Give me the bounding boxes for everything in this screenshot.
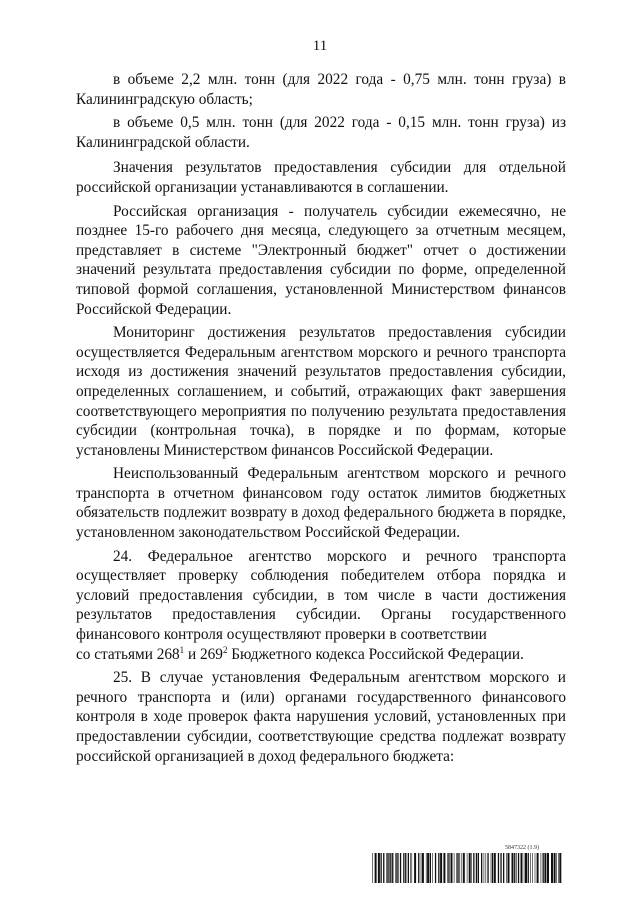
article-268-superscript: 1 [179, 644, 185, 655]
paragraph-item-25: 25. В случае установления Федеральным агентством морского и речного транспорта и (или) органами государственного финансового контроля в ходе проверок факта нарушения условий, установленных при предоставлении субсидии, соответствующие средства подлежат возврату российской организацией в доход федерального бюджета: [76, 669, 566, 765]
paragraph-cargo-to-kaliningrad: в объеме 2,2 млн. тонн (для 2022 года - 0,75 млн. тонн груза) в Калининградскую область; [76, 71, 566, 108]
article-269-superscript: 2 [222, 644, 228, 655]
item-24-tail-middle: и 269 [184, 645, 223, 663]
item-24-text: 24. Федеральное агентство морского и речного транспорта осуществляет проверку соблюдения победителем отбора порядка и условий предоставления субсидии, в том числе в части достижения результатов предоставления субсидии. Органы государственного финансового контроля осуществляют проверки в соответствии [76, 547, 566, 644]
item-24-tail-before: со статьями 268 [76, 645, 180, 663]
paragraph-unused-limits: Неиспользованный Федеральным агентством морского и речного транспорта в отчетном финансовом году остаток лимитов бюджетных обязательств подлежит возврату в доход федерального бюджета в порядке, установленном законодательством Российской Федерации. [76, 465, 566, 542]
page-number: 11 [312, 38, 328, 54]
paragraph-monthly-report: Российская организация - получатель субсидии ежемесячно, не позднее 15-го рабочего дня месяца, следующего за отчетным месяцем, представляет в системе "Электронный бюджет" отчет о достижении значений результата предоставления субсидии по форме, определенной типовой формой соглашения, установленной Министерством финансов Российской Федерации. [76, 202, 566, 318]
paragraph-item-24-tail [76, 645, 566, 665]
barcode-image [372, 853, 562, 883]
paragraph-monitoring: Мониторинг достижения результатов предоставления субсидии осуществляется Федеральным агентством морского и речного транспорта исходя из достижения значений результатов предоставления субсидии, определенных соглашением, и событий, отражающих факт завершения соответствующего мероприятия по получению результата предоставления субсидии (контрольная точка), в порядке и по формам, которые установлены Министерством финансов Российской Федерации. [76, 324, 566, 459]
paragraph-cargo-from-kaliningrad: в объеме 0,5 млн. тонн (для 2022 года - 0,15 млн. тонн груза) из Калининградской области. [76, 114, 566, 151]
paragraph-result-values: Значения результатов предоставления субсидии для отдельной российской организации устанавливаются в соглашении. [76, 159, 566, 196]
document-body [76, 70, 566, 770]
paragraph-item-24 [76, 547, 566, 645]
document-code: 5847322 (1.9) [505, 845, 539, 851]
item-24-tail-after: Бюджетного кодекса Российской Федерации. [227, 645, 524, 663]
